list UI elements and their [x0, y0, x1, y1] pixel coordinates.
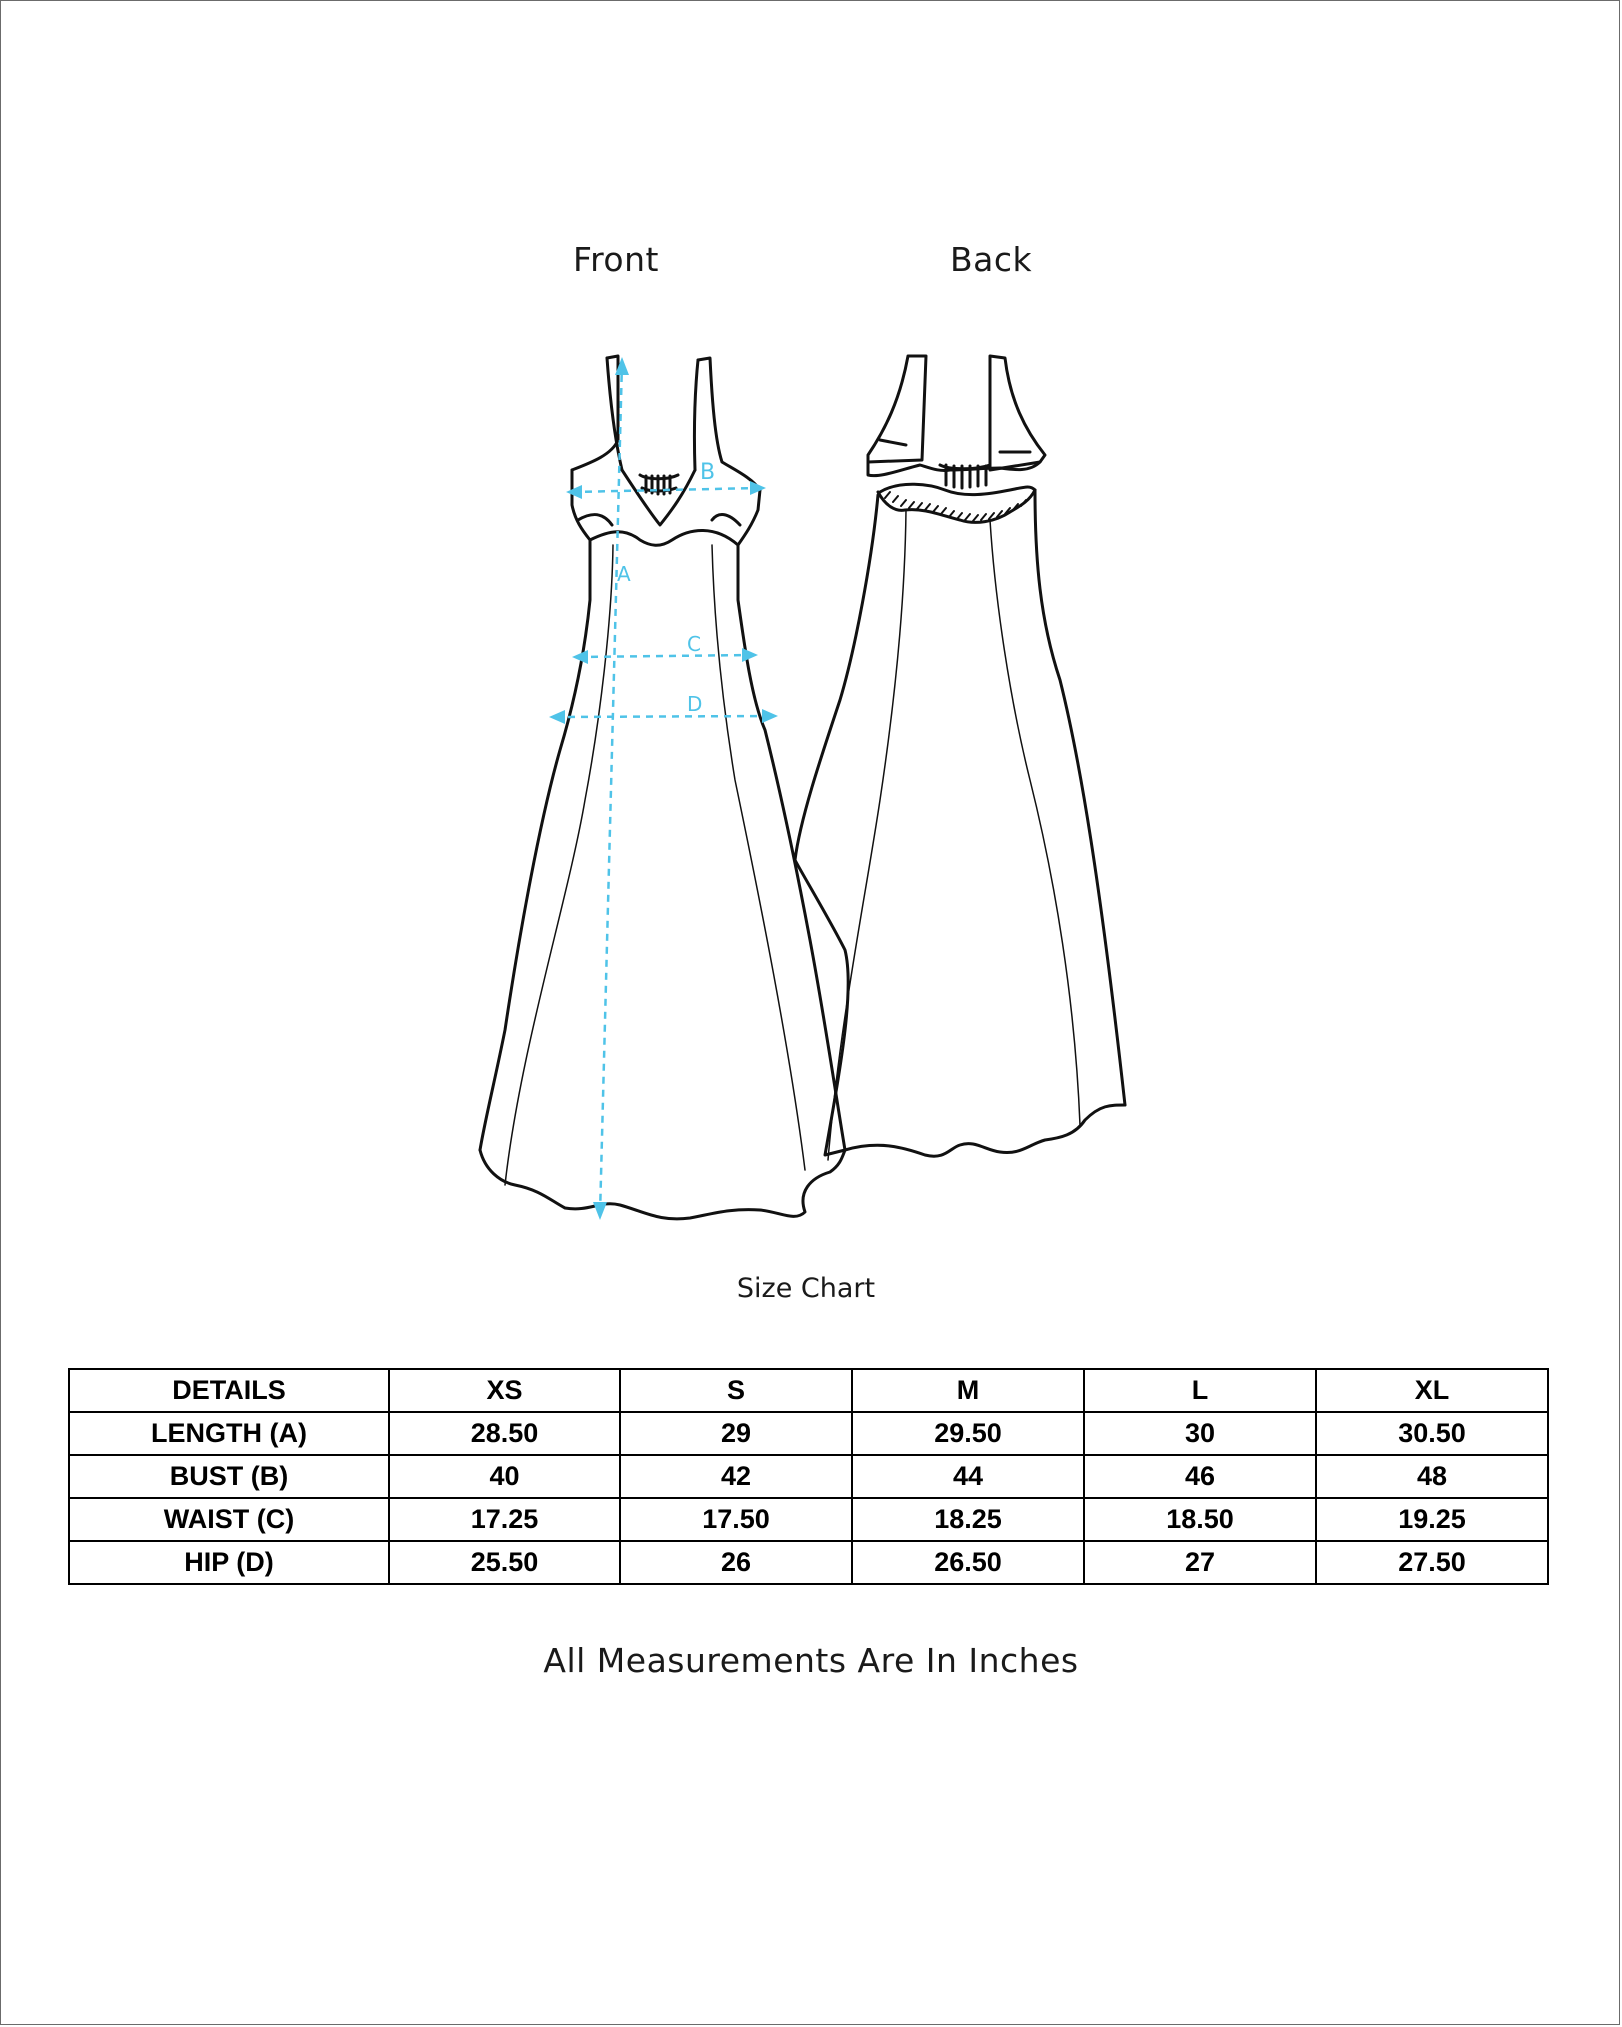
marker-b: B: [700, 460, 716, 485]
cell: 26.50: [852, 1541, 1084, 1584]
cell: 27: [1084, 1541, 1316, 1584]
back-view-label: Back: [950, 240, 1033, 279]
row-label: LENGTH (A): [69, 1412, 389, 1455]
cell: 48: [1316, 1455, 1548, 1498]
cell: 29.50: [852, 1412, 1084, 1455]
row-label: HIP (D): [69, 1541, 389, 1584]
cell: 28.50: [389, 1412, 620, 1455]
table-row: [69, 1498, 1548, 1541]
size-table: [68, 1368, 1549, 1585]
size-chart-title: Size Chart: [736, 1273, 876, 1304]
cell: 29: [620, 1412, 852, 1455]
cell: 30: [1084, 1412, 1316, 1455]
cell: 18.25: [852, 1498, 1084, 1541]
header-m: M: [852, 1369, 1084, 1412]
table-header-row: [69, 1369, 1548, 1412]
cell: 27.50: [1316, 1541, 1548, 1584]
front-view-label: Front: [573, 240, 659, 279]
row-label: BUST (B): [69, 1455, 389, 1498]
header-xl: XL: [1316, 1369, 1548, 1412]
cell: 19.25: [1316, 1498, 1548, 1541]
cell: 40: [389, 1455, 620, 1498]
header-s: S: [620, 1369, 852, 1412]
measurement-unit-note: All Measurements Are In Inches: [543, 1641, 1079, 1680]
marker-d: D: [687, 692, 703, 716]
cell: 46: [1084, 1455, 1316, 1498]
front-dress-drawing: [480, 356, 845, 1219]
cell: 26: [620, 1541, 852, 1584]
table-row: [69, 1455, 1548, 1498]
table-row: [69, 1541, 1548, 1584]
marker-a: A: [617, 562, 631, 586]
header-l: L: [1084, 1369, 1316, 1412]
cell: 17.25: [389, 1498, 620, 1541]
row-label: WAIST (C): [69, 1498, 389, 1541]
cell: 42: [620, 1455, 852, 1498]
cell: 30.50: [1316, 1412, 1548, 1455]
cell: 17.50: [620, 1498, 852, 1541]
marker-c: C: [687, 632, 701, 656]
table-row: [69, 1412, 1548, 1455]
back-dress-drawing: [795, 356, 1125, 1160]
cell: 44: [852, 1455, 1084, 1498]
cell: 25.50: [389, 1541, 620, 1584]
cell: 18.50: [1084, 1498, 1316, 1541]
header-details: DETAILS: [69, 1369, 389, 1412]
header-xs: XS: [389, 1369, 620, 1412]
